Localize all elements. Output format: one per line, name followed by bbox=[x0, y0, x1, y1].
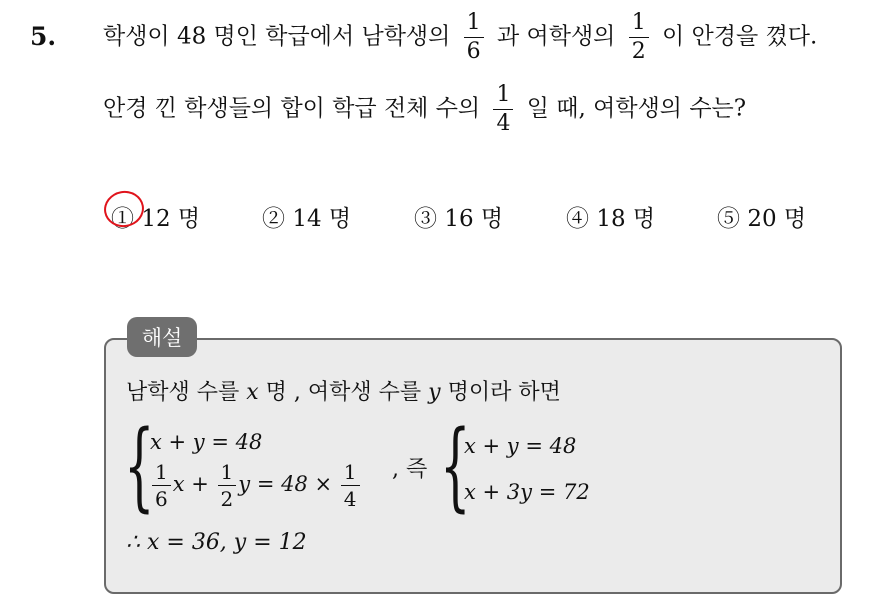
left-brace-icon: { bbox=[124, 410, 155, 522]
selected-answer-circle-icon bbox=[101, 188, 147, 230]
left-brace-icon: { bbox=[440, 410, 471, 522]
fraction bbox=[152, 462, 171, 509]
choice-2[interactable] bbox=[262, 200, 351, 233]
choice-text: 12 명 bbox=[141, 206, 201, 232]
equation-part: y = 48 × bbox=[238, 472, 333, 496]
fraction-denominator: 6 bbox=[155, 487, 168, 511]
choice-3[interactable] bbox=[414, 200, 503, 233]
system1-equation-1: x + y = 48 bbox=[150, 430, 263, 454]
solution-text: 명 , 여학생 수를 bbox=[258, 380, 429, 405]
question-line-2 bbox=[103, 84, 746, 135]
question-text: 일 때, 여학생의 수는? bbox=[526, 95, 747, 122]
fraction-numerator: 1 bbox=[629, 12, 649, 38]
fraction-girls bbox=[629, 12, 649, 63]
question-text: 학생이 48 명인 학급에서 남학생의 bbox=[103, 23, 451, 50]
choice-marker: ⑤ bbox=[717, 206, 740, 232]
fraction bbox=[218, 462, 237, 509]
fraction-numerator: 1 bbox=[493, 84, 513, 110]
variable-x: x bbox=[246, 380, 259, 405]
fraction bbox=[341, 462, 360, 509]
question-text: 과 여학생의 bbox=[496, 23, 616, 50]
solution-label: 해설 bbox=[127, 317, 197, 357]
question-text: 안경 낀 학생들의 합이 학급 전체 수의 bbox=[103, 95, 481, 122]
choice-text: 20 명 bbox=[747, 206, 807, 232]
equation-part: x + bbox=[172, 472, 209, 496]
choice-marker: ① bbox=[111, 206, 134, 232]
fraction-denominator: 2 bbox=[220, 487, 234, 511]
fraction-denominator: 6 bbox=[466, 39, 481, 64]
choice-4[interactable] bbox=[566, 200, 655, 233]
solution-text: 명이라 하면 bbox=[440, 380, 561, 405]
choice-marker: ③ bbox=[414, 206, 437, 232]
fraction-total bbox=[493, 84, 513, 135]
choice-marker: ④ bbox=[566, 206, 589, 232]
question-number: 5. bbox=[30, 22, 57, 51]
fraction-numerator: 1 bbox=[218, 462, 237, 486]
choice-5[interactable] bbox=[717, 200, 806, 233]
fraction-denominator: 2 bbox=[631, 39, 646, 64]
solution-text: 남학생 수를 bbox=[126, 380, 247, 405]
fraction-denominator: 4 bbox=[343, 487, 357, 511]
choice-1[interactable] bbox=[111, 200, 200, 233]
solution-conclusion: ∴ x = 36, y = 12 bbox=[126, 530, 307, 555]
question-text: 이 안경을 꼈다. bbox=[662, 23, 818, 50]
fraction-numerator: 1 bbox=[464, 12, 484, 38]
connector-text: , 즉 bbox=[392, 457, 428, 482]
fraction-boys bbox=[464, 12, 484, 63]
variable-y: y bbox=[428, 380, 441, 405]
choice-marker: ② bbox=[262, 206, 285, 232]
choice-text: 16 명 bbox=[444, 206, 504, 232]
system1-equation-2 bbox=[150, 462, 362, 509]
fraction-numerator: 1 bbox=[341, 462, 360, 486]
system2-equation-2: x + 3y = 72 bbox=[464, 480, 590, 504]
system2-equation-1: x + y = 48 bbox=[464, 434, 577, 458]
fraction-denominator: 4 bbox=[496, 111, 511, 136]
choice-text: 14 명 bbox=[292, 206, 352, 232]
fraction-numerator: 1 bbox=[152, 462, 171, 486]
choice-text: 18 명 bbox=[596, 206, 656, 232]
solution-intro bbox=[126, 375, 561, 406]
question-line-1 bbox=[103, 12, 817, 63]
